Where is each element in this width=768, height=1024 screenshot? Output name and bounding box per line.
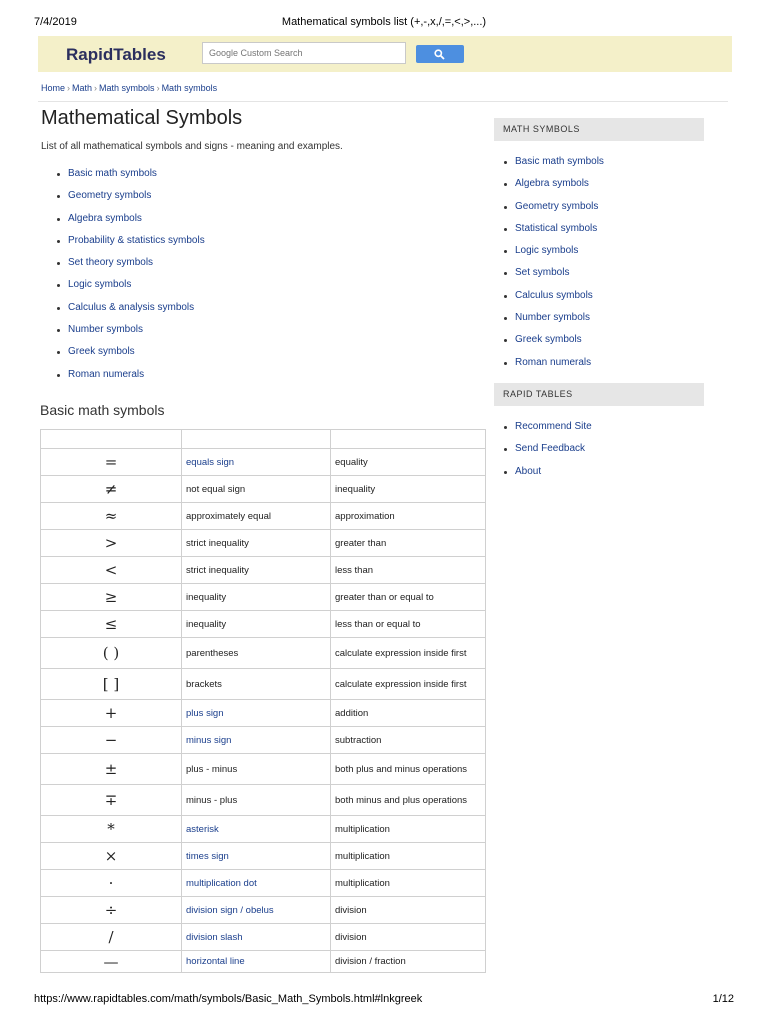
symbol-name: strict inequality xyxy=(186,564,249,576)
symbol-meaning-cell: greater than or equal to xyxy=(331,584,486,611)
symbol-meaning-cell: approximation xyxy=(331,503,486,530)
sidebar-link-basic[interactable]: Basic math symbols xyxy=(515,156,604,167)
toc-item xyxy=(68,190,205,212)
symbol-cell: / xyxy=(41,924,182,951)
sidebar-link-greek[interactable]: Greek symbols xyxy=(515,334,582,346)
breadcrumb-separator: › xyxy=(156,83,160,93)
table-row xyxy=(41,951,486,973)
symbol-cell: < xyxy=(41,557,182,584)
symbol-meaning-cell: multiplication xyxy=(331,816,486,843)
symbol-meaning-cell: subtraction xyxy=(331,727,486,754)
symbol-name: minus - plus xyxy=(186,794,238,806)
symbol-meaning-cell: division / fraction xyxy=(331,951,486,973)
table-row xyxy=(41,449,486,476)
symbol-meaning-cell: multiplication xyxy=(331,870,486,897)
symbol-name-cell xyxy=(182,503,331,530)
sidebar-link-algebra[interactable]: Algebra symbols xyxy=(515,178,589,190)
breadcrumb-home[interactable]: Home xyxy=(41,83,66,93)
toc-item xyxy=(68,257,205,279)
symbol-meaning-cell: both minus and plus operations xyxy=(331,785,486,816)
sidebar-item xyxy=(515,357,604,379)
symbol-name-cell xyxy=(182,530,331,557)
toc-list xyxy=(68,168,205,391)
sidebar-item xyxy=(515,466,592,488)
sidebar-item xyxy=(515,443,592,465)
toc-item xyxy=(68,324,205,346)
sidebar-item xyxy=(515,334,604,356)
symbols-table xyxy=(40,429,486,973)
sidebar-item xyxy=(515,267,604,289)
symbol-meaning-cell: equality xyxy=(331,449,486,476)
symbol-cell: ≠ xyxy=(41,476,182,503)
symbol-name: inequality xyxy=(186,591,227,603)
symbol-name-cell xyxy=(182,843,331,870)
toc-item xyxy=(68,302,205,324)
symbol-name-cell xyxy=(182,557,331,584)
symbol-name: approximately equal xyxy=(186,510,272,522)
search-input[interactable] xyxy=(203,43,411,63)
symbol-meaning-cell: addition xyxy=(331,700,486,727)
symbol-name-cell xyxy=(182,924,331,951)
symbol-name-cell xyxy=(182,785,331,816)
table-row xyxy=(41,503,486,530)
symbol-cell: * xyxy=(41,816,182,843)
sidebar-link-set[interactable]: Set symbols xyxy=(515,267,570,279)
symbol-cell: · xyxy=(41,870,182,897)
sidebar-link-about[interactable]: About xyxy=(515,465,542,477)
toc-link-roman[interactable]: Roman numerals xyxy=(68,368,145,380)
toc-link-set-theory[interactable]: Set theory symbols xyxy=(68,257,154,269)
toc-item xyxy=(68,279,205,301)
symbol-name-link[interactable]: equals sign xyxy=(186,456,235,468)
symbol-name-cell xyxy=(182,870,331,897)
symbol-meaning-cell: division xyxy=(331,897,486,924)
table-row xyxy=(41,816,486,843)
table-row xyxy=(41,638,486,669)
print-page-number: 1/12 xyxy=(712,993,734,1005)
symbol-cell: ± xyxy=(41,754,182,785)
print-date: 7/4/2019 xyxy=(34,16,77,28)
symbol-meaning-cell: inequality xyxy=(331,476,486,503)
table-row xyxy=(41,870,486,897)
sidebar-item xyxy=(515,245,604,267)
symbol-cell: = xyxy=(41,449,182,476)
table-header-cell xyxy=(41,430,182,449)
site-header xyxy=(38,36,732,72)
symbol-name-cell xyxy=(182,816,331,843)
symbol-name-cell xyxy=(182,476,331,503)
table-header-row xyxy=(41,430,486,449)
sidebar-math-list xyxy=(515,156,604,379)
intro-text: List of all mathematical symbols and signs - meaning and examples. xyxy=(41,141,343,152)
print-header xyxy=(0,16,768,30)
symbol-name-link[interactable]: asterisk xyxy=(186,823,219,835)
breadcrumb-current[interactable]: Math symbols xyxy=(161,83,218,93)
toc-item xyxy=(68,168,205,190)
symbol-name-link[interactable]: division slash xyxy=(186,931,243,943)
table-body xyxy=(41,449,486,973)
symbol-name: inequality xyxy=(186,618,227,630)
symbol-cell: ( ) xyxy=(41,638,182,669)
symbol-cell: ÷ xyxy=(41,897,182,924)
symbol-cell: ≤ xyxy=(41,611,182,638)
breadcrumb xyxy=(41,83,217,93)
toc-item xyxy=(68,213,205,235)
sidebar-link-feedback[interactable]: Send Feedback xyxy=(515,443,586,455)
symbol-name-cell xyxy=(182,449,331,476)
symbol-meaning-cell: calculate expression inside first xyxy=(331,669,486,700)
header-divider xyxy=(38,101,728,102)
table-row xyxy=(41,584,486,611)
symbol-name-link[interactable]: minus sign xyxy=(186,734,232,746)
table-row xyxy=(41,700,486,727)
symbol-name-cell xyxy=(182,700,331,727)
toc-link-greek[interactable]: Greek symbols xyxy=(68,346,135,358)
toc-item xyxy=(68,346,205,368)
breadcrumb-separator: › xyxy=(67,83,71,93)
table-row xyxy=(41,924,486,951)
breadcrumb-math[interactable]: Math xyxy=(72,83,93,93)
toc-link-logic[interactable]: Logic symbols xyxy=(68,279,132,291)
sidebar-heading-math-symbols: MATH SYMBOLS xyxy=(494,118,704,141)
symbol-name-cell xyxy=(182,897,331,924)
table-row xyxy=(41,669,486,700)
search-button[interactable] xyxy=(416,45,464,63)
site-logo[interactable]: RapidTables xyxy=(66,45,166,64)
symbol-meaning-cell: both plus and minus operations xyxy=(331,754,486,785)
symbol-cell: × xyxy=(41,843,182,870)
table-header-cell xyxy=(331,430,486,449)
sidebar-link-number[interactable]: Number symbols xyxy=(515,312,591,324)
symbol-cell: ≈ xyxy=(41,503,182,530)
search-icon xyxy=(434,49,445,60)
sidebar-item xyxy=(515,178,604,200)
symbol-cell: [ ] xyxy=(41,669,182,700)
symbol-meaning-cell: greater than xyxy=(331,530,486,557)
sidebar-link-roman[interactable]: Roman numerals xyxy=(515,356,592,368)
table-row xyxy=(41,785,486,816)
sidebar-item xyxy=(515,312,604,334)
sidebar-link-recommend[interactable]: Recommend Site xyxy=(515,421,592,432)
symbol-name-cell xyxy=(182,611,331,638)
sidebar-item xyxy=(515,421,592,443)
symbol-name-cell xyxy=(182,669,331,700)
sidebar-item xyxy=(515,290,604,312)
toc-link-calculus[interactable]: Calculus & analysis symbols xyxy=(68,301,195,313)
symbol-cell: + xyxy=(41,700,182,727)
toc-link-algebra[interactable]: Algebra symbols xyxy=(68,212,142,224)
symbol-cell: — xyxy=(41,951,182,973)
toc-link-number[interactable]: Number symbols xyxy=(68,324,144,336)
symbol-cell: ≥ xyxy=(41,584,182,611)
symbol-name-cell xyxy=(182,951,331,973)
sidebar-heading-rapid-tables: RAPID TABLES xyxy=(494,383,704,406)
print-footer xyxy=(0,993,768,1007)
table-row xyxy=(41,476,486,503)
symbol-name: parentheses xyxy=(186,647,239,659)
symbol-name-link[interactable]: times sign xyxy=(186,850,229,862)
symbol-name: not equal sign xyxy=(186,483,246,495)
toc-link-geometry[interactable]: Geometry symbols xyxy=(68,190,152,202)
symbol-name-cell xyxy=(182,638,331,669)
sidebar-item xyxy=(515,156,604,178)
symbol-name-link[interactable]: plus sign xyxy=(186,707,224,719)
symbol-meaning-cell: division xyxy=(331,924,486,951)
symbol-meaning-cell: less than or equal to xyxy=(331,611,486,638)
symbol-name-link[interactable]: multiplication dot xyxy=(186,877,257,889)
toc-link-basic[interactable]: Basic math symbols xyxy=(68,168,157,179)
table-row xyxy=(41,530,486,557)
breadcrumb-math-symbols[interactable]: Math symbols xyxy=(99,83,155,93)
table-header-cell xyxy=(182,430,331,449)
print-url: https://www.rapidtables.com/math/symbols/Basic_Math_Symbols.html#lnkgreek xyxy=(34,993,423,1005)
table-row xyxy=(41,843,486,870)
table-row xyxy=(41,611,486,638)
symbol-name: plus - minus xyxy=(186,763,238,775)
table-row xyxy=(41,897,486,924)
symbol-name-cell xyxy=(182,727,331,754)
sidebar-item xyxy=(515,201,604,223)
sidebar-link-statistical[interactable]: Statistical symbols xyxy=(515,222,598,234)
page-title: Mathematical Symbols xyxy=(41,107,243,129)
toc-link-probability[interactable]: Probability & statistics symbols xyxy=(68,234,205,246)
symbol-cell: > xyxy=(41,530,182,557)
symbol-name: strict inequality xyxy=(186,537,249,549)
symbol-meaning-cell: less than xyxy=(331,557,486,584)
symbol-name-link[interactable]: horizontal line xyxy=(186,956,245,967)
sidebar-link-geometry[interactable]: Geometry symbols xyxy=(515,200,599,212)
sidebar-link-calculus[interactable]: Calculus symbols xyxy=(515,289,593,301)
sidebar-item xyxy=(515,223,604,245)
symbol-meaning-cell: calculate expression inside first xyxy=(331,638,486,669)
toc-item xyxy=(68,369,205,391)
symbol-name-cell xyxy=(182,584,331,611)
table-row xyxy=(41,754,486,785)
symbol-cell: ∓ xyxy=(41,785,182,816)
symbol-meaning-cell: multiplication xyxy=(331,843,486,870)
table-row xyxy=(41,557,486,584)
sidebar-rapid-list xyxy=(515,421,592,488)
table-row xyxy=(41,727,486,754)
print-title: Mathematical symbols list (+,-,x,/,=,<,>,...) xyxy=(281,16,487,28)
toc-item xyxy=(68,235,205,257)
sidebar-link-logic[interactable]: Logic symbols xyxy=(515,245,579,257)
symbol-name-cell xyxy=(182,754,331,785)
symbol-cell: − xyxy=(41,727,182,754)
search-box[interactable] xyxy=(202,42,406,64)
symbol-name-link[interactable]: division sign / obelus xyxy=(186,904,274,916)
symbol-name: brackets xyxy=(186,678,222,690)
section-title: Basic math symbols xyxy=(40,402,165,418)
breadcrumb-separator: › xyxy=(94,83,98,93)
